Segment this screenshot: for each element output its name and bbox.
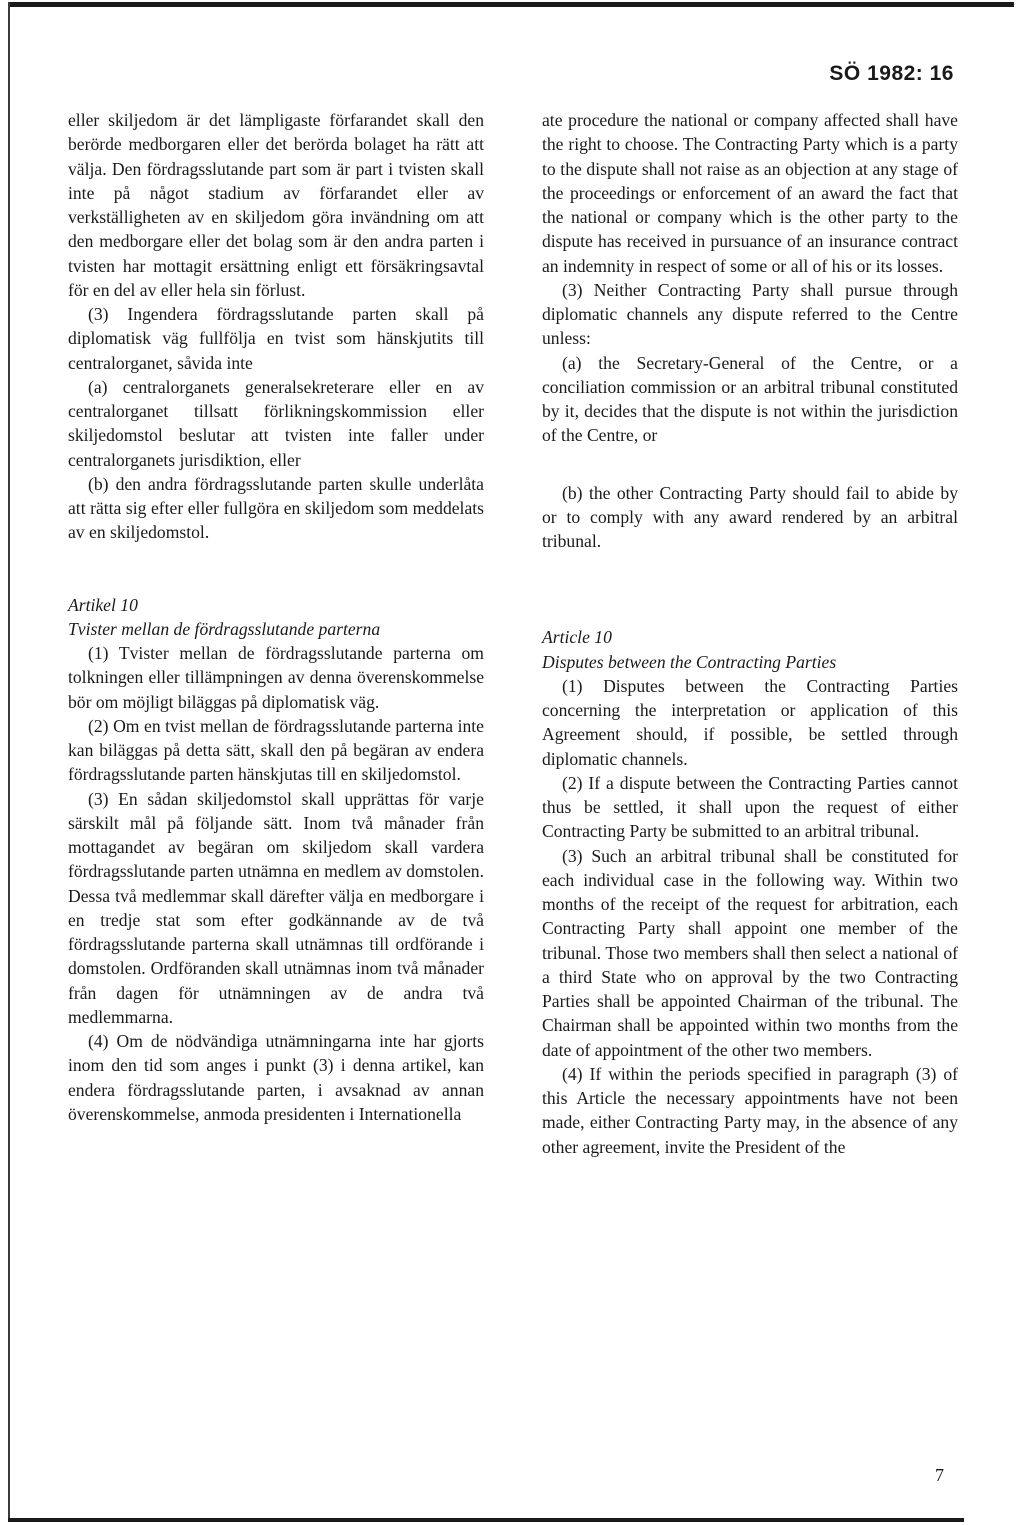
swedish-item-b: (b) den andra fördragsslutande parten skulle underlåta att rätta sig efter eller fullgöra en skiljedom som meddelats av en skiljedomstol.: [68, 473, 484, 543]
swedish-article-paragraph-1: (1) Tvister mellan de fördragsslutande parterna om tolkningen eller tillämpningen av denna överenskommelse bör om möjligt biläggas på diplomatisk väg.: [68, 643, 484, 712]
swedish-article-paragraph-4: (4) Om de nödvändiga utnämningarna inte har gjorts inom den tid som anges i punkt (3) i denna artikel, kan endera fördragsslutande parten, i avsaknad av annan överenskommelse, anmoda presidenten i Internationella: [68, 1031, 484, 1124]
swedish-article-label: Artikel 10: [68, 594, 138, 615]
english-article-paragraph-1: (1) Disputes between the Contracting Parties concerning the interpretation or application of this Agreement should, if possible, be settled through diplomatic channels.: [542, 675, 958, 769]
english-article-paragraph-4: (4) If within the periods specified in paragraph (3) of this Article the necessary appointments have not been made, either Contracting Party may, in the absence of any other agreement, invite the President of the: [542, 1063, 958, 1157]
item-gap: [542, 448, 958, 481]
running-head: SÖ 1982: 16: [829, 62, 954, 85]
english-column: [542, 108, 958, 1159]
swedish-article-paragraph-3: (3) En sådan skiljedomstol skall upprättas för varje särskilt mål på följande sätt. Inom två månader från mottagandet av begäran om skiljedom skall vardera fördragsslutande parten utnämna en medlem av domstolen. Dessa två medlemmar skall därefter välja en medborgare i en tredje stat som efter godkännande av de två fördragsslutande parterna skall utnämnas till ordförande i domstolen. Ordföranden skall utnämnas inom två månader från dagen för utnämningen av de andra två medlemmarna.: [68, 788, 484, 1027]
swedish-column: [68, 108, 484, 1126]
swedish-paragraph-3: (3) Ingendera fördragsslutande parten skall på diplomatisk väg fullfölja en tvist som hänskjutits till centralorganet, såvida inte: [68, 304, 484, 373]
swedish-article-paragraph-2: (2) Om en tvist mellan de fördragsslutande parterna inte kan biläggas på detta sätt, skall den på begäran av endera fördragsslutande parten hänskjutas till en skiljedomstol.: [68, 715, 484, 785]
top-border-rule: [8, 2, 1014, 7]
english-paragraph-3: (3) Neither Contracting Party shall pursue through diplomatic channels any dispute referred to the Centre unless:: [542, 279, 958, 349]
english-article-label: Article 10: [542, 627, 612, 648]
section-gap: [68, 545, 484, 593]
english-article-paragraph-3: (3) Such an arbitral tribunal shall be constituted for each individual case in the following way. Within two months of the receipt of the request for arbitration, each Contracting Party shall appoint one member of the tribunal. Those two members shall then select a national of a third State who on approval by the two Contracting Parties shall be appointed Chairman of the tribunal. The Chairman shall be appointed within two months from the date of appointment of the other two members.: [542, 845, 958, 1060]
english-item-a: (a) the Secretary-General of the Centre, or a conciliation commission or an arbitral tribunal constituted by it, decides that the dispute is not within the jurisdiction of the Centre, or: [542, 352, 958, 446]
left-border-rule: [8, 2, 10, 1520]
english-article-title: Disputes between the Contracting Parties: [542, 651, 837, 672]
swedish-article-title: Tvister mellan de fördragsslutande parterna: [68, 618, 381, 639]
swedish-item-a: (a) centralorganets generalsekreterare eller en av centralorganet tillsatt förlikningskommission eller skiljedomstol beslutar att tvisten inte faller under centralorganets jurisdiktion, eller: [68, 376, 484, 470]
english-item-b: (b) the other Contracting Party should fail to abide by or to comply with any award rendered by an arbitral tribunal.: [542, 482, 958, 551]
section-gap: [542, 553, 958, 625]
bottom-border-rule: [8, 1518, 964, 1522]
page-number: 7: [935, 1465, 944, 1485]
english-article-paragraph-2: (2) If a dispute between the Contracting Parties cannot thus be settled, it shall upon the request of either Contracting Party be submitted to an arbitral tribunal.: [542, 772, 958, 842]
swedish-intro-paragraph: eller skiljedom är det lämpligaste förfarandet skall den berörde medborgaren eller det berörda bolaget ha rätt att välja. Den fördragsslutande part som är part i tvisten skall inte på något stadium av förfarandet eller av verkställigheten av en skiljedom göra invändning om att den medborgare eller det bolag som är den andra parten i tvisten har mottagit ersättning enligt ett försäkringsavtal för en del av eller hela sin förlust.: [68, 110, 484, 300]
english-intro-paragraph: ate procedure the national or company affected shall have the right to choose. The Contracting Party which is a party to the dispute shall not raise as an objection at any stage of the proceedings or enforcement of an award the fact that the national or company which is the other party to the dispute has received in pursuance of an insurance contract an indemnity in respect of some or all of his or its losses.: [542, 110, 958, 276]
